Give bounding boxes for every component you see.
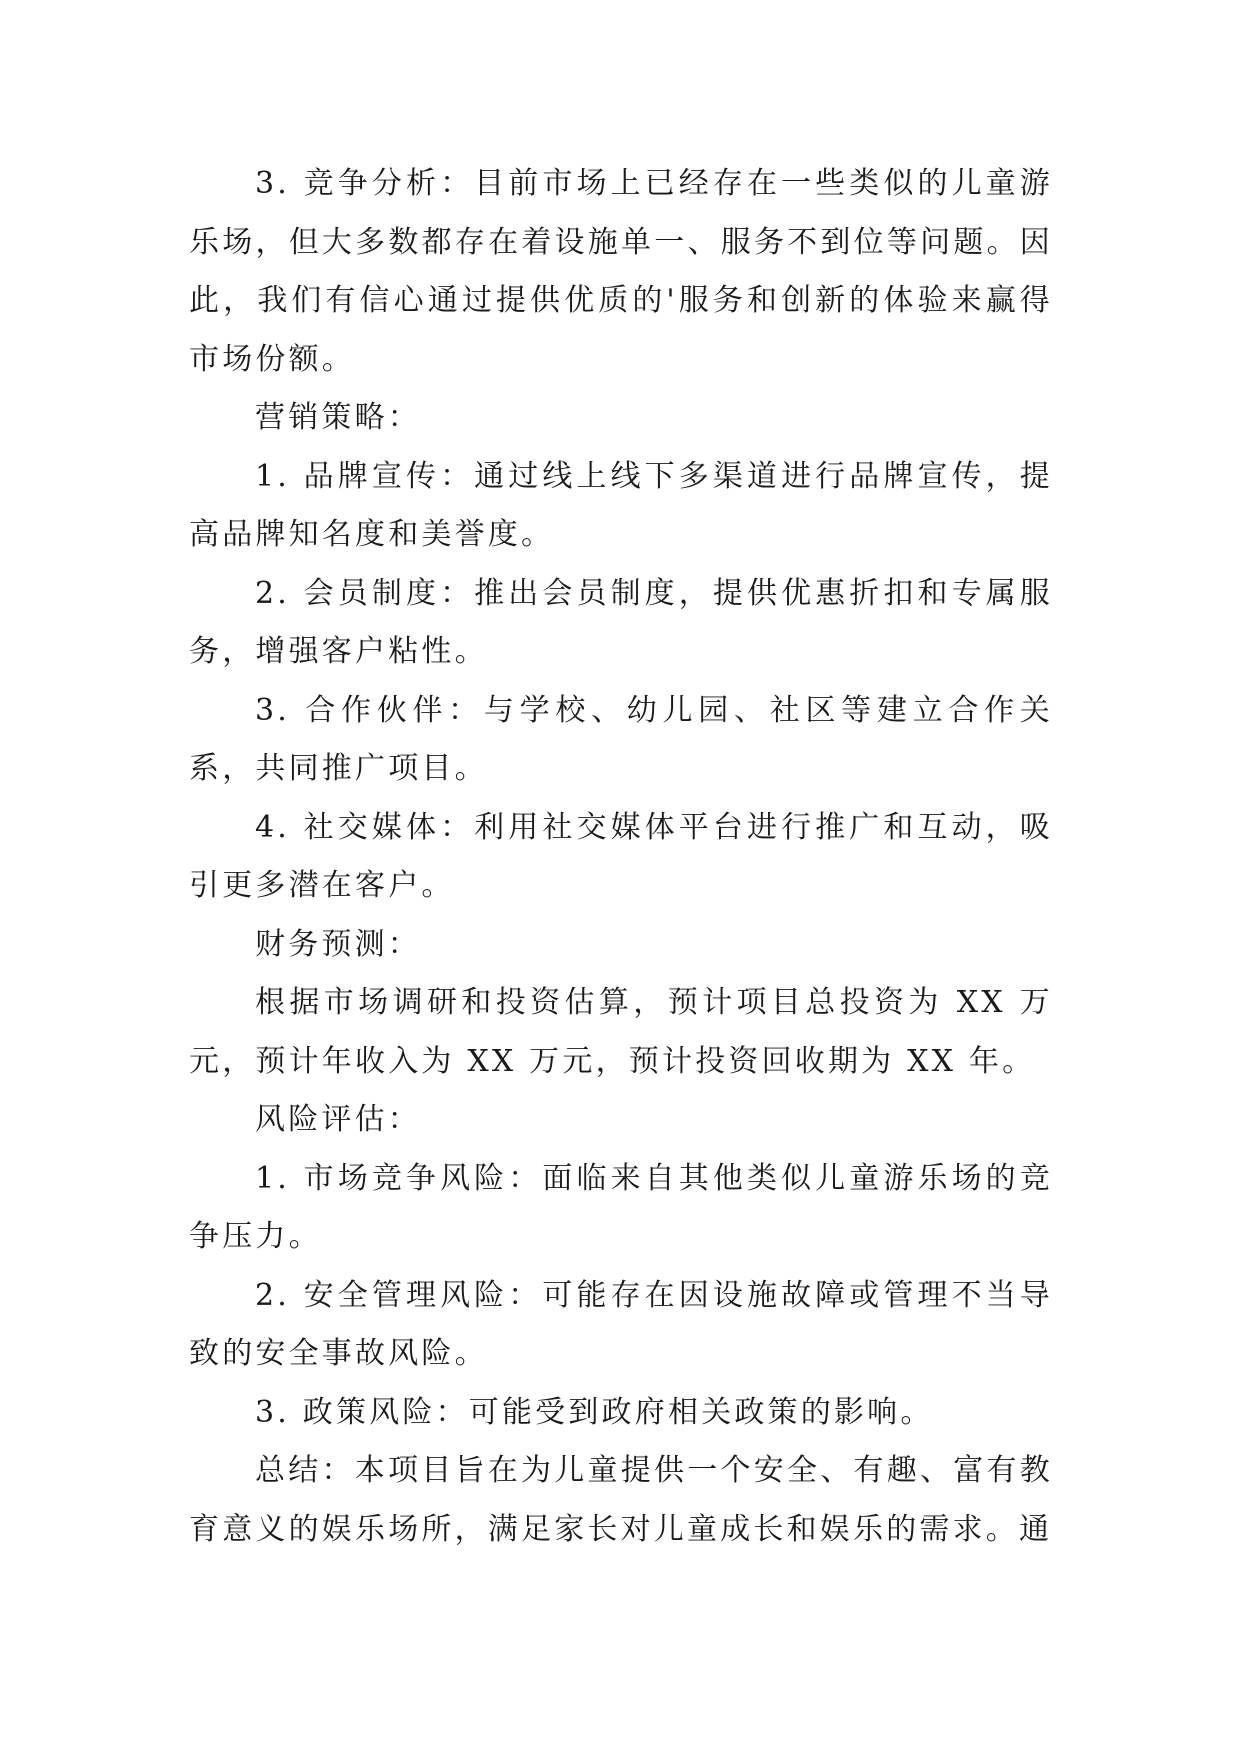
paragraph-membership-system: 2. 会员制度：推出会员制度，提供优惠折扣和专属服务，增强客户粘性。: [189, 575, 1053, 669]
heading-financial-forecast: 财务预测：: [255, 926, 421, 962]
paragraph-summary: 总结：本项目旨在为儿童提供一个安全、有趣、富有教育意义的娱乐场所，满足家长对儿童成长和娱乐的需求。通: [189, 1453, 1053, 1547]
paragraph-policy-risk: 3. 政策风险：可能受到政府相关政策的影响。: [255, 1394, 934, 1430]
paragraph-social-media: 4. 社交媒体：利用社交媒体平台进行推广和互动，吸引更多潜在客户。: [189, 809, 1053, 903]
heading-risk-assessment: 风险评估：: [255, 1102, 421, 1137]
paragraph-competition-analysis: 3. 竞争分析：目前市场上已经存在一些类似的儿童游乐场，但大多数都存在着设施单一、服务不到位等问题。因此，我们有信心通过提供优质的'服务和创新的体验来赢得市场份额。: [189, 166, 1053, 377]
paragraph-financial-forecast: 根据市场调研和投资估算，预计项目总投资为 XX 万元，预计年收入为 XX 万元，预计投资回收期为 XX 年。: [189, 985, 1053, 1079]
heading-marketing-strategy: 营销策略：: [255, 400, 421, 435]
paragraph-brand-promotion: 1. 品牌宣传：通过线上线下多渠道进行品牌宣传，提高品牌知名度和美誉度。: [189, 458, 1053, 552]
paragraph-partners: 3. 合作伙伴：与学校、幼儿园、社区等建立合作关系，共同推广项目。: [189, 692, 1053, 786]
paragraph-market-risk: 1. 市场竞争风险：面临来自其他类似儿童游乐场的竞争压力。: [189, 1160, 1053, 1254]
paragraph-safety-risk: 2. 安全管理风险：可能存在因设施故障或管理不当导致的安全事故风险。: [189, 1277, 1053, 1371]
document-body: [189, 155, 1053, 1559]
